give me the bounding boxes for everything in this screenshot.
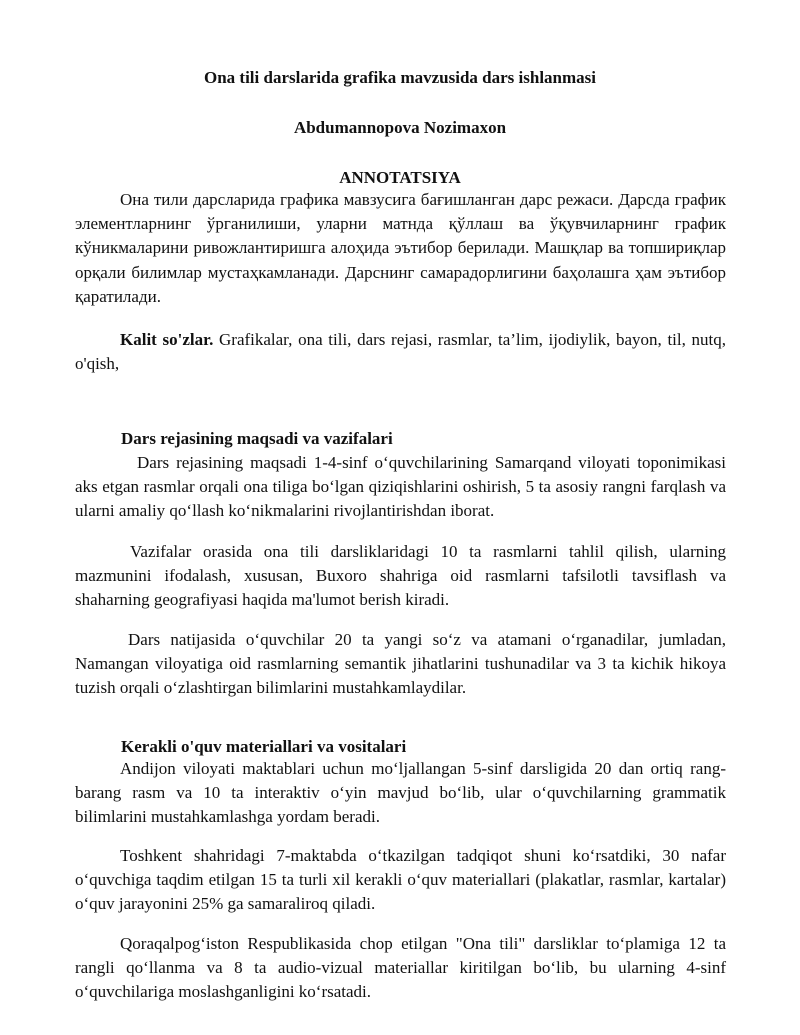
keywords-label: Kalit so'zlar. xyxy=(120,330,214,349)
section2-paragraph-2: Toshkent shahridagi 7-maktabda o‘tkazilgan tadqiqot shuni ko‘rsatdiki, 30 nafar o‘quvchiga taqdim etilgan 15 ta turli xil kerakli o‘quv materiallari (plakatlar, rasmlar, kartalar) o‘quv jarayonini 25% ga samaraliroq qiladi. xyxy=(75,846,726,914)
keywords-text: Grafikalar, ona tili, dars rejasi, rasmlar, ta’lim, ijodiylik, bayon, til, nutq, o'qish, xyxy=(75,330,726,374)
document-title: Ona tili darslarida grafika mavzusida dars ishlanmasi xyxy=(204,68,596,87)
keywords-paragraph xyxy=(75,328,726,376)
section1-paragraph-1: Dars rejasining maqsadi 1-4-sinf o‘quvchilarining Samarqand viloyati toponimikasi aks etgan rasmlar orqali ona tiliga bo‘lgan qiziqishlarini oshirish, 5 ta asosiy rangni farqlash va ularni amaliy qo‘llash ko‘nikmalarini rivojlantirishdan iborat. xyxy=(75,453,726,521)
section2-paragraph-1: Andijon viloyati maktablari uchun mo‘ljallangan 5-sinf darsligida 20 dan ortiq rang-barang rasm va 10 ta interaktiv o‘yin mavjud bo‘lib, ular o‘quvchilarning grammatik bilimlarini mustahkamlashga yordam beradi. xyxy=(75,759,726,827)
section1-paragraph-2: Vazifalar orasida ona tili darsliklaridagi 10 ta rasmlarni tahlil qilish, ularning mazmunini ifodalash, xususan, Buxoro shahriga oid rasmlarni tafsilotli tavsiflash va shaharning geografiyasi haqida ma'lumot berish kiradi. xyxy=(75,542,726,610)
annotation-text: Она тили дарсларида графика мавзусига бағишланган дарс режаси. Дарсда график элементларнинг ўрганилиши, уларни матнда қўллаш ва ўқувчиларнинг график кўникмаларини ривожлантиришга алоҳида эътибор берилади. Машқлар ва топшириқлар орқали билимлар мустаҳкамланади. Дарснинг самарадорлигини баҳолашга ҳам эътибор қаратилади. xyxy=(75,190,726,306)
author-name: Abdumannopova Nozimaxon xyxy=(293,118,507,137)
section1-paragraph-3: Dars natijasida o‘quvchilar 20 ta yangi so‘z va atamani o‘rganadilar, jumladan, Namangan viloyatiga oid rasmlarning semantik jihatlarini tushunadilar va 3 ta kichik hikoya tuzish orqali o‘zlashtirgan bilimlarini mustahkamlaydilar. xyxy=(75,630,726,698)
section2-paragraph-3: Qoraqalpog‘iston Respublikasida chop etilgan "Ona tili" darsliklar to‘plamiga 12 ta rangli qo‘llanma va 8 ta audio-vizual materiallar kiritilgan bo‘lib, bu ularning 4-sinf o‘quvchilariga moslashganligini ko‘rsatadi. xyxy=(75,934,726,1002)
section-heading-goals: Dars rejasining maqsadi va vazifalari xyxy=(121,429,393,448)
section-heading-materials: Kerakli o'quv materiallari va vositalari xyxy=(121,737,407,756)
annotation-heading: ANNOTATSIYA xyxy=(339,168,461,187)
